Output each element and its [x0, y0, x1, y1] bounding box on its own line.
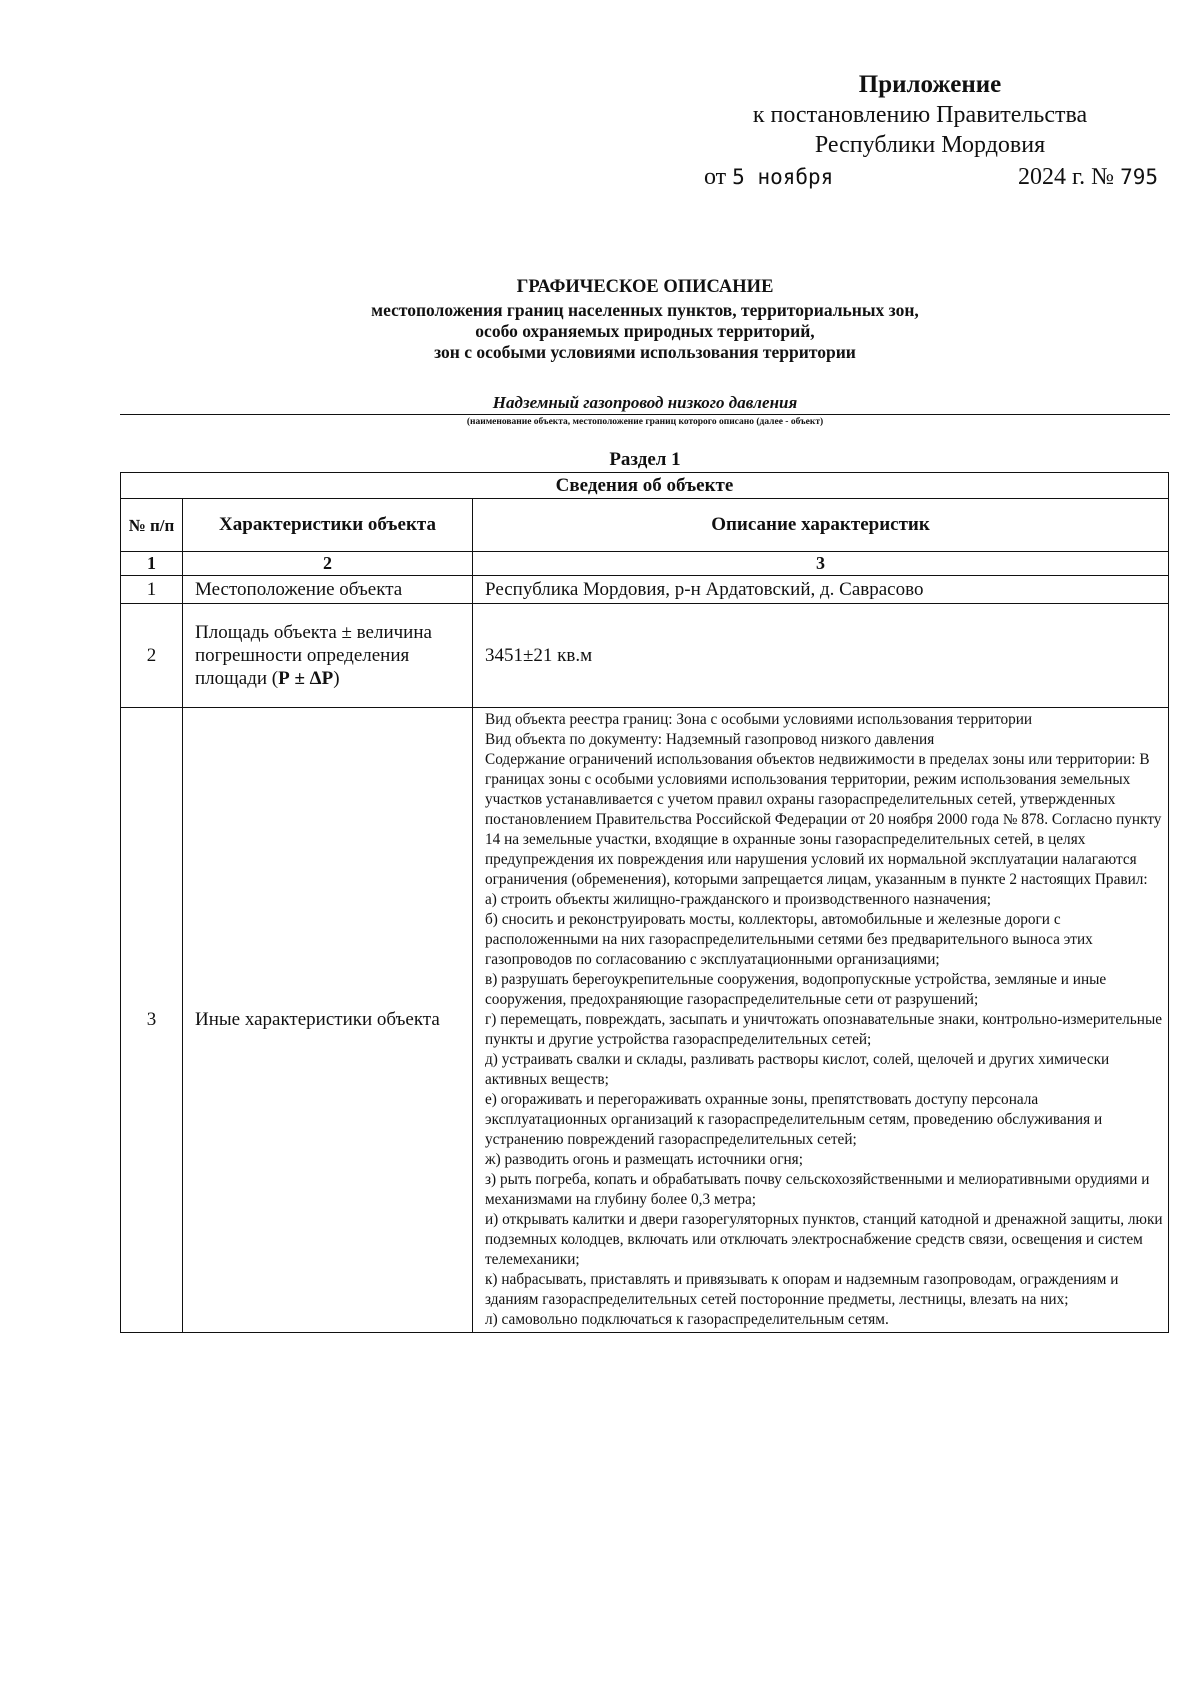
characteristic-formula: Р ± ΔР	[278, 668, 334, 689]
object-name: Надземный газопровод низкого давления	[492, 393, 798, 412]
object-caption: (наименование объекта, местоположение границ которого описано (далее - объект)	[466, 417, 824, 427]
row-characteristic	[183, 604, 473, 708]
row-description: 3451±21 кв.м	[473, 604, 1169, 708]
appendix-title: Приложение	[858, 71, 1002, 98]
column-header-number: № п/п	[121, 499, 183, 552]
column-header-characteristic: Характеристики объекта	[183, 499, 473, 552]
description-line: д) устраивать свалки и склады, разливать растворы кислот, солей, щелочей и других химически активных веществ;	[485, 1051, 1110, 1088]
column-index: 2	[183, 552, 473, 576]
decree-number	[1018, 162, 1158, 192]
description-line: в) разрушать берегоукрепительные сооружения, водопропускные устройства, земляные и иные сооружения, предохраняющие газораспределительные сети от разрушений;	[485, 971, 1107, 1008]
description-line: л) самовольно подключаться к газораспределительным сетям.	[485, 1311, 889, 1328]
number-value: 795	[1120, 165, 1158, 189]
document-subtitle-2: особо охраняемых природных территорий,	[475, 321, 815, 341]
row-characteristic: Иные характеристики объекта	[183, 708, 473, 1333]
characteristic-text: Площадь объекта ± величина погрешности определения площади (	[195, 622, 432, 689]
table-row	[121, 604, 1169, 708]
table-header-row	[121, 499, 1169, 552]
description-line: Вид объекта реестра границ: Зона с особыми условиями использования территории	[485, 711, 1033, 728]
description-line: Вид объекта по документу: Надземный газопровод низкого давления	[485, 731, 935, 748]
description-line: и) открывать калитки и двери газорегуляторных пунктов, станций катодной и дренажной защиты, люки подземных колодцев, включать или отключать электроснабжение средств связи, освещения и систем телемеханики;	[485, 1211, 1163, 1268]
section-title: Раздел 1	[609, 449, 681, 470]
row-number: 1	[121, 576, 183, 604]
table-row	[121, 576, 1169, 604]
description-line: Содержание ограничений использования объектов недвижимости в пределах зоны или территории: В границах зоны с особыми условиями использования территории, режим использования земельных участков устанавливается с учетом правил охраны газораспределительных сетей, утвержденных постановлением Правительства Российской Федерации от 20 ноября 2000 года № 878. Согласно пункту 14 на земельные участки, входящие в охранные зоны газораспределительных сетей, в целях предупреждения их повреждения или нарушения условий их нормальной эксплуатации налагаются ограничения (обременения), которыми запрещается лицам, указанным в пункте 2 настоящих Правил:	[485, 751, 1162, 888]
description-line: з) рыть погреба, копать и обрабатывать почву сельскохозяйственными и мелиоративными орудиями и механизмами на глубину более 0,3 метра;	[485, 1171, 1150, 1208]
object-underline	[120, 414, 1170, 415]
description-line: а) строить объекты жилищно-гражданского и производственного назначения;	[485, 891, 992, 908]
document-title: ГРАФИЧЕСКОЕ ОПИСАНИЕ	[516, 277, 774, 297]
document-subtitle-3: зон с особыми условиями использования территории	[434, 342, 856, 362]
table-title-row	[121, 473, 1169, 499]
appendix-dateline	[690, 162, 1170, 192]
description-line: ж) разводить огонь и размещать источники огня;	[485, 1151, 803, 1168]
year-part: 2024 г. №	[1018, 164, 1115, 190]
row-characteristic: Местоположение объекта	[183, 576, 473, 604]
row-description: Республика Мордовия, р-н Ардатовский, д. Саврасово	[473, 576, 1169, 604]
table-title: Сведения об объекте	[121, 473, 1169, 499]
row-number: 2	[121, 604, 183, 708]
description-line: е) огораживать и перегораживать охранные зоны, препятствовать доступу персонала эксплуатационных организаций к газораспределительным сетям, проведению обслуживания и устранению повреждений газораспределительных сетей;	[485, 1091, 1103, 1148]
description-line: б) сносить и реконструировать мосты, коллекторы, автомобильные и железные дороги с расположенными на них газораспределительными сетями без предварительного выноса этих газопроводов по согласованию с эксплуатационными организациями;	[485, 911, 1093, 968]
column-index: 3	[473, 552, 1169, 576]
table-row	[121, 708, 1169, 1333]
date-value: 5 ноября	[732, 165, 834, 189]
characteristic-end: )	[333, 668, 340, 689]
row-number: 3	[121, 708, 183, 1333]
description-line: г) перемещать, повреждать, засыпать и уничтожать опознавательные знаки, контрольно-измерительные пункты и другие устройства газораспределительных сетей;	[485, 1011, 1163, 1048]
document-heading	[120, 277, 1170, 363]
row-description	[473, 708, 1169, 1333]
column-header-description: Описание характеристик	[473, 499, 1169, 552]
object-info-table	[120, 472, 1169, 1333]
appendix-line-decree: к постановлению Правительства	[752, 102, 1088, 128]
decree-date	[704, 162, 833, 192]
document-subtitle-1: местоположения границ населенных пунктов, территориальных зон,	[371, 300, 919, 320]
date-prefix: от	[704, 164, 727, 190]
description-line: к) набрасывать, приставлять и привязывать к опорам и надземным газопроводам, ограждениям и зданиям газораспределительных сетей посторонние предметы, лестницы, влезать на них;	[485, 1271, 1119, 1308]
appendix-line-republic: Республики Мордовия	[814, 132, 1046, 158]
column-index: 1	[121, 552, 183, 576]
appendix-block	[690, 70, 1170, 192]
table-index-row	[121, 552, 1169, 576]
